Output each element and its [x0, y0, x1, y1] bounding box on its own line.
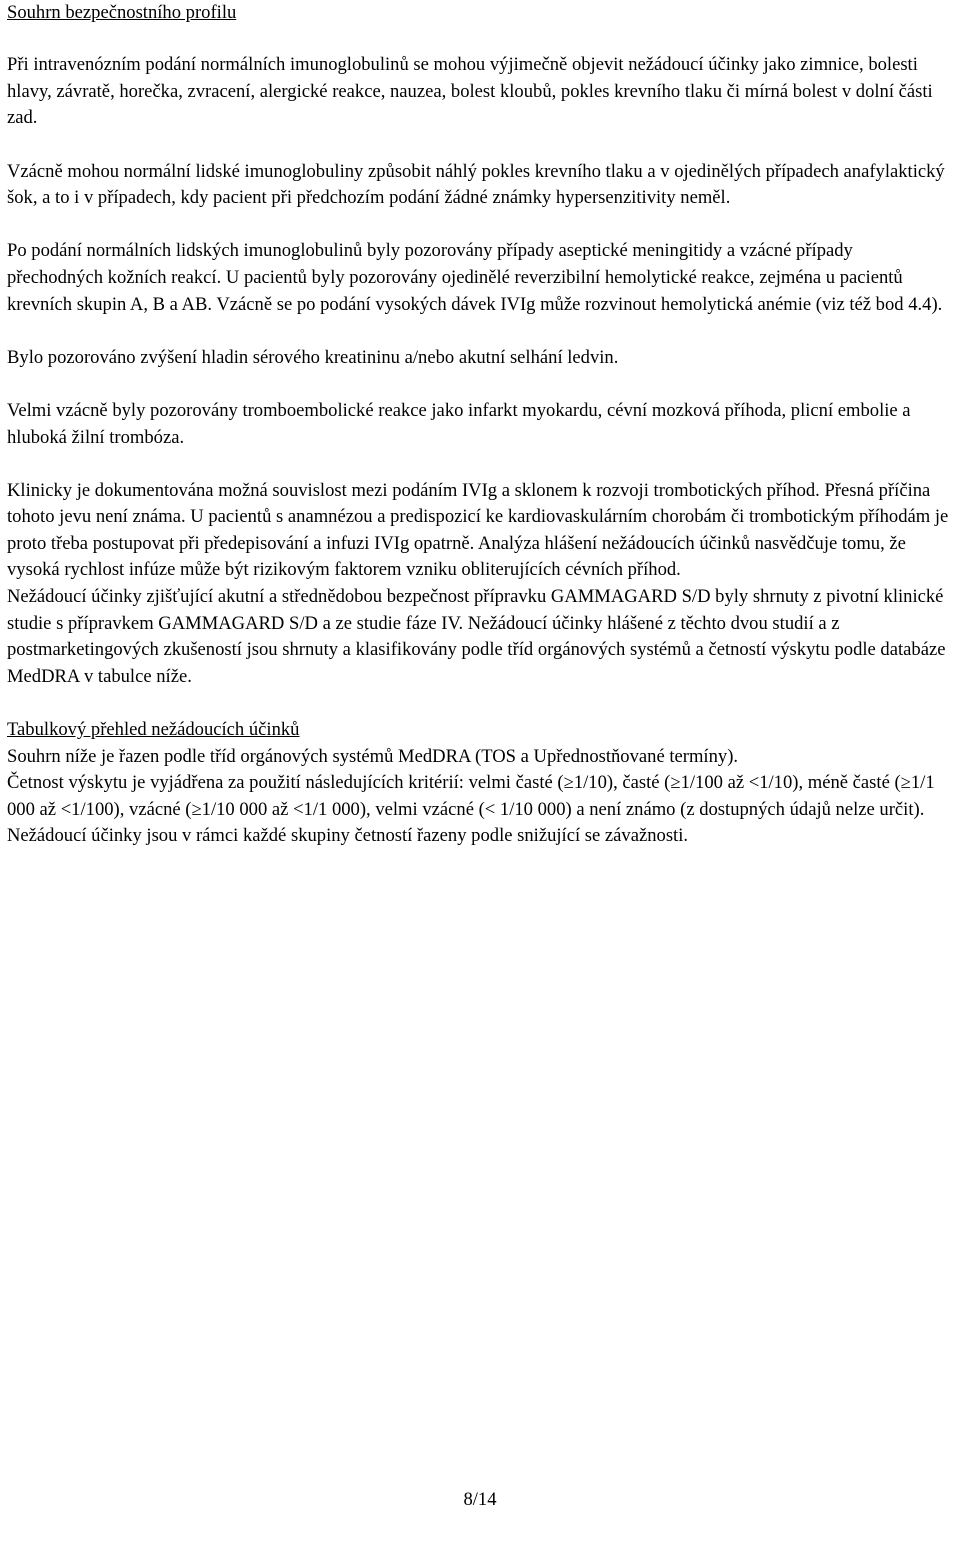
- paragraph-anaphylaxis: Vzácně mohou normální lidské imunoglobuliny způsobit náhlý pokles krevního tlaku a v ojedinělých případech anafylaktický šok, a to i v případech, kdy pacient při předchozím podání žádné známky hypersenzitivity neměl.: [7, 160, 945, 209]
- paragraph-adverse-reactions-general: Při intravenózním podání normálních imunoglobulinů se mohou výjimečně objevit nežádoucí účinky jako zimnice, bolesti hlavy, závratě, horečka, zvracení, alergické reakce, nauzea, bolest kloubů, pokles krevního tlaku či mírná bolest v dolní části zad.: [7, 54, 933, 129]
- document-page: [7, 0, 953, 850]
- table-section-summary: Souhrn níže je řazen podle tříd orgánových systémů MedDRA (TOS a Upřednostňované termíny).: [7, 745, 739, 767]
- paragraph-renal: Bylo pozorováno zvýšení hladin sérového kreatininu a/nebo akutní selhání ledvin.: [7, 346, 619, 368]
- paragraph-clinical-studies: Nežádoucí účinky zjišťující akutní a střednědobou bezpečnost přípravku GAMMAGARD S/D byly shrnuty z pivotní klinické studie s přípravkem GAMMAGARD S/D a ze studie fáze IV. Nežádoucí účinky hlášené z těchto dvou studií a z postmarketingových zkušeností jsou shrnuty a klasifikovány podle tříd orgánových systémů a četností výskytu podle databáze MedDRA v tabulce níže.: [7, 586, 946, 687]
- section-heading: Souhrn bezpečnostního profilu: [7, 2, 237, 23]
- table-section-ordering-note: Nežádoucí účinky jsou v rámci každé skupiny četností řazeny podle snižující se závažnosti.: [7, 825, 689, 847]
- paragraph-meningitis-hemolysis: Po podání normálních lidských imunoglobulinů byly pozorovány případy aseptické meningitidy a vzácné případy přechodných kožních reakcí. U pacientů byly pozorovány ojedinělé reverzibilní hemolytické reakce, zejména u pacientů krevních skupin A, B a AB. Vzácně se po podání vysokých dávek IVIg může rozvinout hemolytická anémie (viz též bod 4.4).: [7, 240, 943, 315]
- paragraph-thromboembolic: Velmi vzácně byly pozorovány tromboembolické reakce jako infarkt myokardu, cévní mozková příhoda, plicní embolie a hluboká žilní trombóza.: [7, 399, 911, 448]
- table-section-frequency-criteria: Četnost výskytu je vyjádřena za použití následujících kritérií: velmi časté (≥1/10), časté (≥1/100 až <1/10), méně časté (≥1/1 000 až <1/100), vzácné (≥1/10 000 až <1/1 000), velmi vzácné (< 1/10 000) a není známo (z dostupných údajů nelze určit).: [7, 772, 935, 820]
- page-number: 8/14: [463, 1489, 497, 1510]
- table-section-heading: Tabulkový přehled nežádoucích účinků: [7, 719, 300, 741]
- paragraph-thrombotic-risk: Klinicky je dokumentována možná souvislost mezi podáním IVIg a sklonem k rozvoji trombotických příhod. Přesná příčina tohoto jevu není známa. U pacientů s anamnézou a predispozicí ke kardiovaskulárním chorobám či trombotickým příhodám je proto třeba postupovat při předepisování a infuzi IVIg opatrně. Analýza hlášení nežádoucích účinků nasvědčuje tomu, že vysoká rychlost infúze může být rizikovým faktorem vzniku obliterujících cévních příhod.: [7, 479, 949, 581]
